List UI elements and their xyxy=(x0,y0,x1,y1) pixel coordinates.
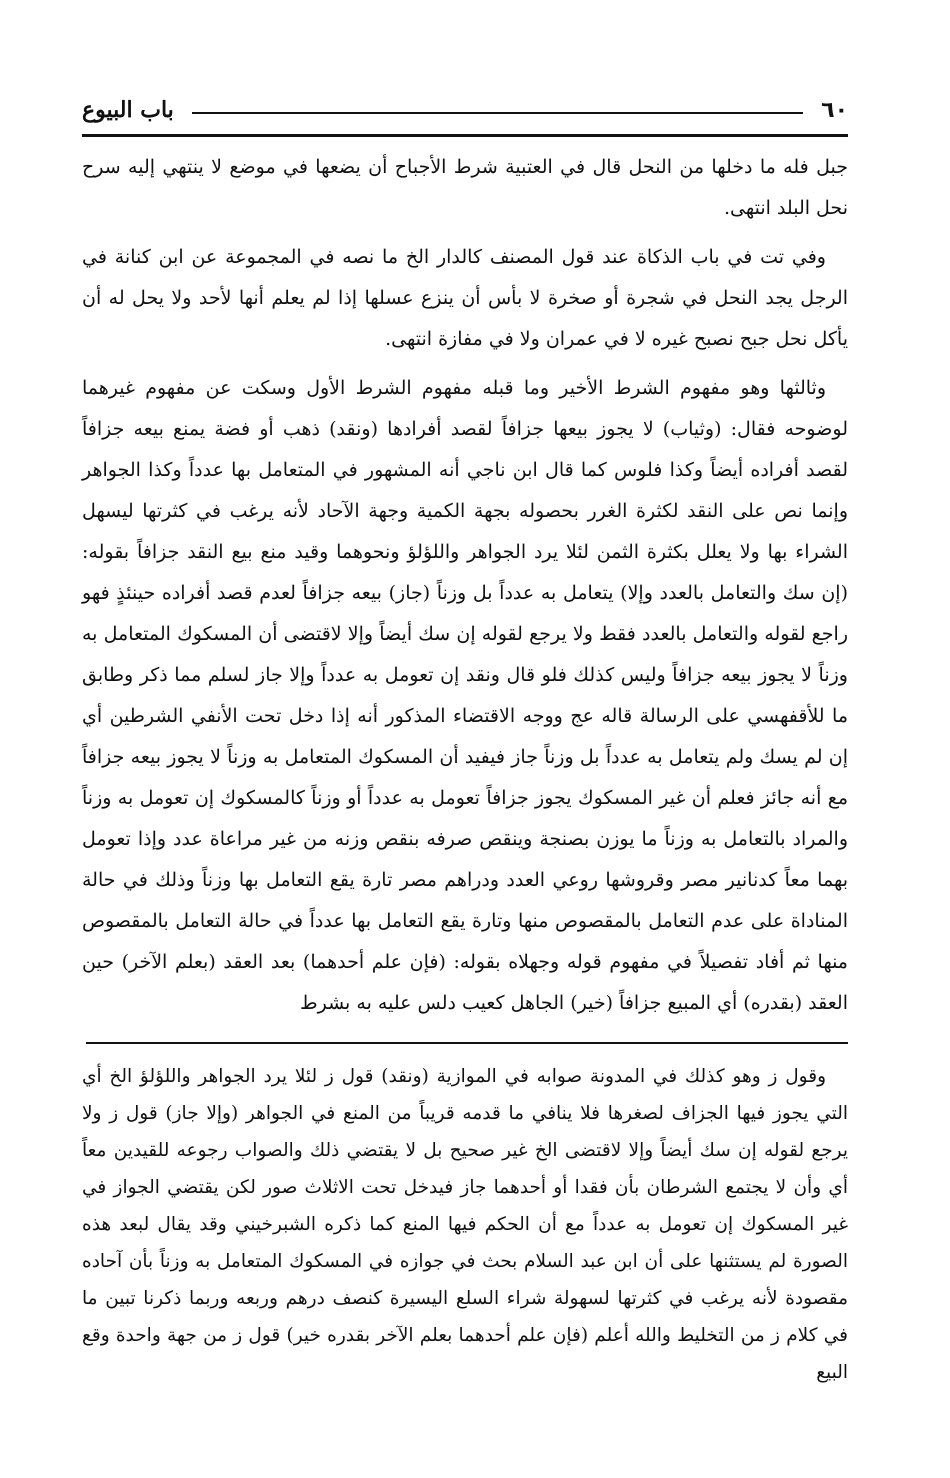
paragraph: جبل فله ما دخلها من النحل قال في العتبية شرط الأجباح أن يضعها في موضع لا ينتهي إليه سرح نحل البلد انتهى. xyxy=(82,156,848,219)
footnote: وقول ز وهو كذلك في المدونة صوابه في الموازية (ونقد) قول ز لئلا يرد الجواهر واللؤلؤ الخ أي التي يجوز فيها الجزاف لصغرها فلا ينافي ما قدمه قريباً من المنع في الجواهر (وإلا جاز) قول ز ولا يرجع لقوله إن سك أيضاً وإلا لاقتضى الخ غير صحيح بل لا يقتضي ذلك والصواب رجوعه للقيدين معاً أي وأن لا يجتمع الشرطان بأن فقدا أو أحدهما جاز فيدخل تحت الاثلاث صور لكن يقتضي الجواز في غير المسكوك إن تعومل به عدداً مع أن الحكم فيها المنع كما ذكره الشبرخيني وقد يقال لبعد هذه الصورة لم يستثنها على أن ابن عبد السلام بحث في جوازه في المسكوك المتعامل به وزناً بأن آحاده مقصودة لأنه يرغب في كثرتها لسهولة شراء السلع اليسيرة كنصف درهم وربعه وربما ذكرنا تبين ما في كلام ز من التخليط والله أعلم (فإن علم أحدهما بعلم الآخر بقدره خير) قول ز من جهة واحدة وقع البيع xyxy=(82,1065,848,1383)
header-divider xyxy=(82,134,848,137)
running-head xyxy=(82,90,848,130)
page-number: ٦٠ xyxy=(821,97,848,123)
section-title: باب البيوع xyxy=(82,97,174,123)
paragraph: وثالثها وهو مفهوم الشرط الأخير وما قبله مفهوم الشرط الأول وسكت عن مفهوم غيرهما لوضوحه فقال: (وثياب) لا يجوز بيعها جزافاً لقصد أفرادها (ونقد) ذهب أو فضة يمنع بيعه جزافاً لقصد أفراده أيضاً وكذا فلوس كما قال ابن ناجي أنه المشهور في المتعامل بها عدداً وكذا الجواهر وإنما نص على النقد لكثرة الغرر بحصوله بجهة الكمية وجهة الآحاد لأنه يرغب في كثرتها ليسهل الشراء بها ولا يعلل بكثرة الثمن لئلا يرد الجواهر واللؤلؤ ونحوهما وقيد منع بيع النقد جزافاً بقوله: (إن سك والتعامل بالعدد وإلا) يتعامل به عدداً بل وزناً (جاز) بيعه جزافاً لعدم قصد أفراده حينئذٍ فهو راجع لقوله والتعامل بالعدد فقط ولا يرجع لقوله إن سك أيضاً وإلا لاقتضى أن المسكوك المتعامل به وزناً لا يجوز بيعه جزافاً وليس كذلك فلو قال ونقد إن تعومل به عدداً وإلا جاز لسلم مما ذكر وطابق ما للأقفهسي على الرسالة قاله عج ووجه الاقتضاء المذكور أنه إذا دخل تحت الأنفي الشرطين أي إن لم يسك ولم يتعامل به عدداً بل وزناً جاز فيفيد أن المسكوك المتعامل به وزناً لا يجوز بيعه جزافاً مع أنه جائز فعلم أن غير المسكوك يجوز جزافاً تعومل به عدداً أو وزناً كالمسكوك إن تعومل به وزناً والمراد بالتعامل به وزناً ما يوزن بصنجة وينقص صرفه بنقص وزنه من غير مراعاة عدد وإذا تعومل بهما معاً كدنانير مصر وقروشها روعي العدد ودراهم مصر تارة يقع التعامل بها وزناً وذلك في حالة المناداة على عدم التعامل بالمقصوص منها وتارة يقع التعامل بها عدداً في حالة التعامل بالمقصوص منها ثم أفاد تفصيلاً في مفهوم قوله وجهلاه بقوله: (فإن علم أحدهما) بعد العقد (بعلم الآخر) حين العقد (بقدره) أي المبيع جزافاً (خير) الجاهل كعيب دلس عليه به بشرط xyxy=(82,377,848,1014)
main-text xyxy=(82,147,848,1024)
paragraph: وفي تت في باب الذكاة عند قول المصنف كالدار الخ ما نصه في المجموعة عن ابن كنانة في الرجل يجد النحل في شجرة أو صخرة لا بأس أن ينزع عسلها إذا لم يعلم أنها لأحد ولا يحل له أن يأكل نحل جبح نصبح غيره لا في عمران ولا في مفازة انتهى. xyxy=(82,246,848,350)
footnote-divider xyxy=(86,1042,848,1044)
header-rule xyxy=(192,112,803,114)
page xyxy=(82,90,848,1391)
